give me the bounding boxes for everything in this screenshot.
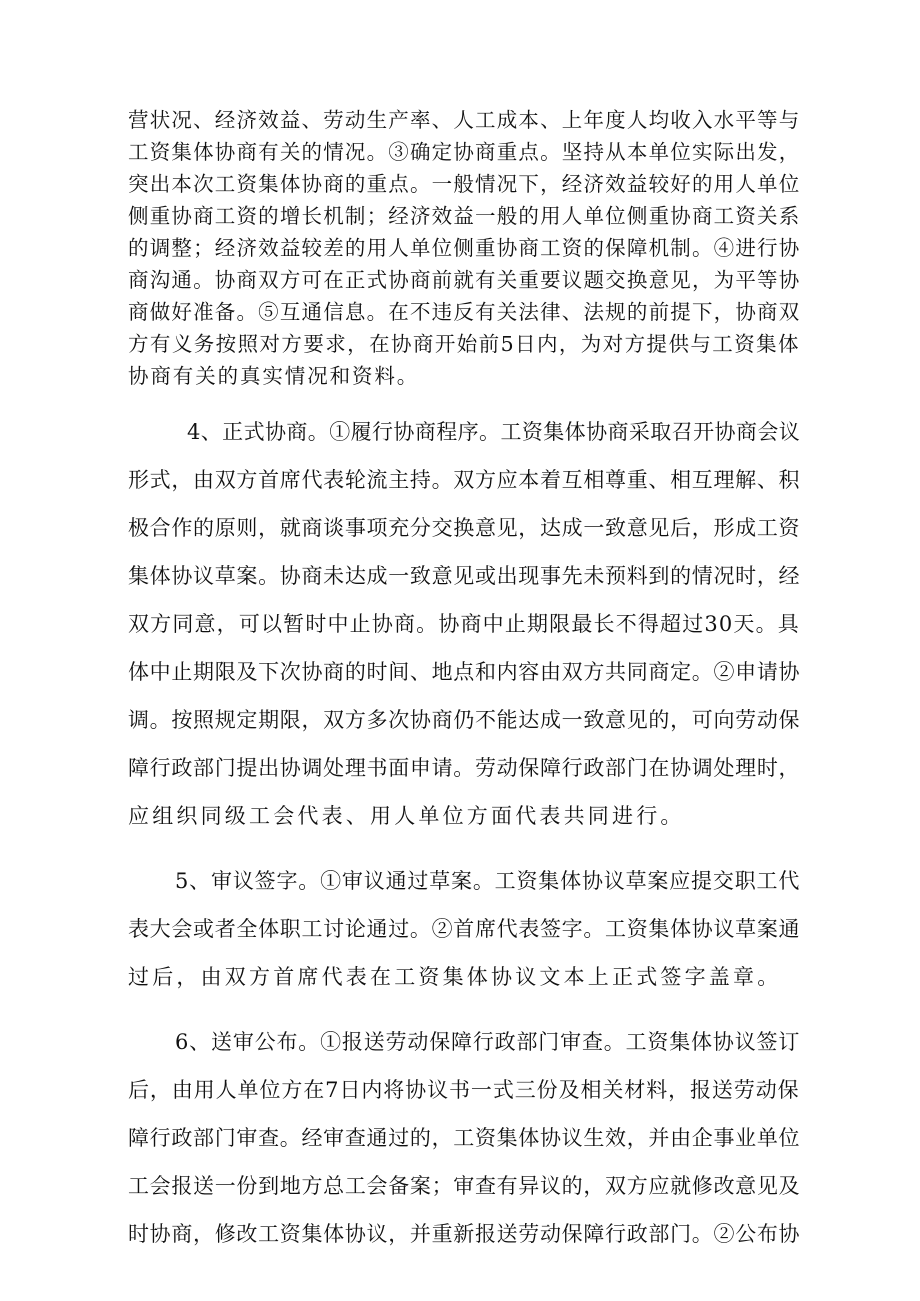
paragraph-line: 形式，由双方首席代表轮流主持。双方应本着互相尊重、相互理解、积 bbox=[128, 468, 801, 492]
paragraph-line: 后，由用人单位方在7日内将协议书一式三份及相关材料，报送劳动保 bbox=[128, 1078, 800, 1102]
paragraph-line: 营状况、经济效益、劳动生产率、人工成本、上年度人均收入水平等与 bbox=[128, 108, 801, 132]
paragraph-line: 障行政部门提出协调处理书面申请。劳动保障行政部门在协调处理时， bbox=[128, 756, 801, 780]
paragraph-line: 6、送审公布。①报送劳动保障行政部门审查。工资集体协议签订 bbox=[175, 1030, 801, 1054]
paragraph-line: 商沟通。协商双方可在正式协商前就有关重要议题交换意见，为平等协 bbox=[128, 268, 801, 292]
paragraph-line: 侧重协商工资的增长机制；经济效益一般的用人单位侧重协商工资关系 bbox=[128, 204, 801, 228]
paragraph-line: 表大会或者全体职工讨论通过。②首席代表签字。工资集体协议草案通 bbox=[128, 917, 801, 941]
paragraph-line: 的调整；经济效益较差的用人单位侧重协商工资的保障机制。④进行协 bbox=[128, 236, 801, 260]
paragraph-line: 调。按照规定期限，双方多次协商仍不能达成一致意见的，可向劳动保 bbox=[128, 708, 801, 732]
paragraph-line: 4、正式协商。①履行协商程序。工资集体协商采取召开协商会议 bbox=[187, 420, 801, 444]
paragraph-line: 障行政部门审查。经审查通过的，工资集体协议生效，并由企事业单位 bbox=[128, 1126, 801, 1150]
paragraph-line: 商做好准备。⑤互通信息。在不违反有关法律、法规的前提下，协商双 bbox=[128, 300, 801, 324]
paragraph-line: 方有义务按照对方要求，在协商开始前5日内，为对方提供与工资集体 bbox=[128, 332, 800, 356]
paragraph-line: 协商有关的真实情况和资料。 bbox=[128, 364, 420, 388]
paragraph-line: 过后，由双方首席代表在工资集体协议文本上正式签字盖章。 bbox=[128, 965, 782, 989]
paragraph-line: 应组织同级工会代表、用人单位方面代表共同进行。 bbox=[128, 804, 685, 828]
paragraph-line: 集体协议草案。协商未达成一致意见或出现事先未预料到的情况时，经 bbox=[128, 564, 801, 588]
paragraph-line: 极合作的原则，就商谈事项充分交换意见，达成一致意见后，形成工资 bbox=[128, 516, 801, 540]
paragraph-line: 体中止期限及下次协商的时间、地点和内容由双方共同商定。②申请协 bbox=[128, 660, 801, 684]
paragraph-line: 时协商，修改工资集体协议，并重新报送劳动保障行政部门。②公布协 bbox=[128, 1222, 801, 1246]
paragraph-line: 工资集体协商有关的情况。③确定协商重点。坚持从本单位实际出发， bbox=[128, 140, 801, 164]
paragraph-line: 突出本次工资集体协商的重点。一般情况下，经济效益较好的用人单位 bbox=[128, 172, 801, 196]
paragraph-line: 5、审议签字。①审议通过草案。工资集体协议草案应提交职工代 bbox=[175, 869, 801, 893]
paragraph-line: 工会报送一份到地方总工会备案；审查有异议的，双方应就修改意见及 bbox=[128, 1174, 801, 1198]
paragraph-line: 双方同意，可以暂时中止协商。协商中止期限最长不得超过30天。具 bbox=[128, 612, 800, 636]
